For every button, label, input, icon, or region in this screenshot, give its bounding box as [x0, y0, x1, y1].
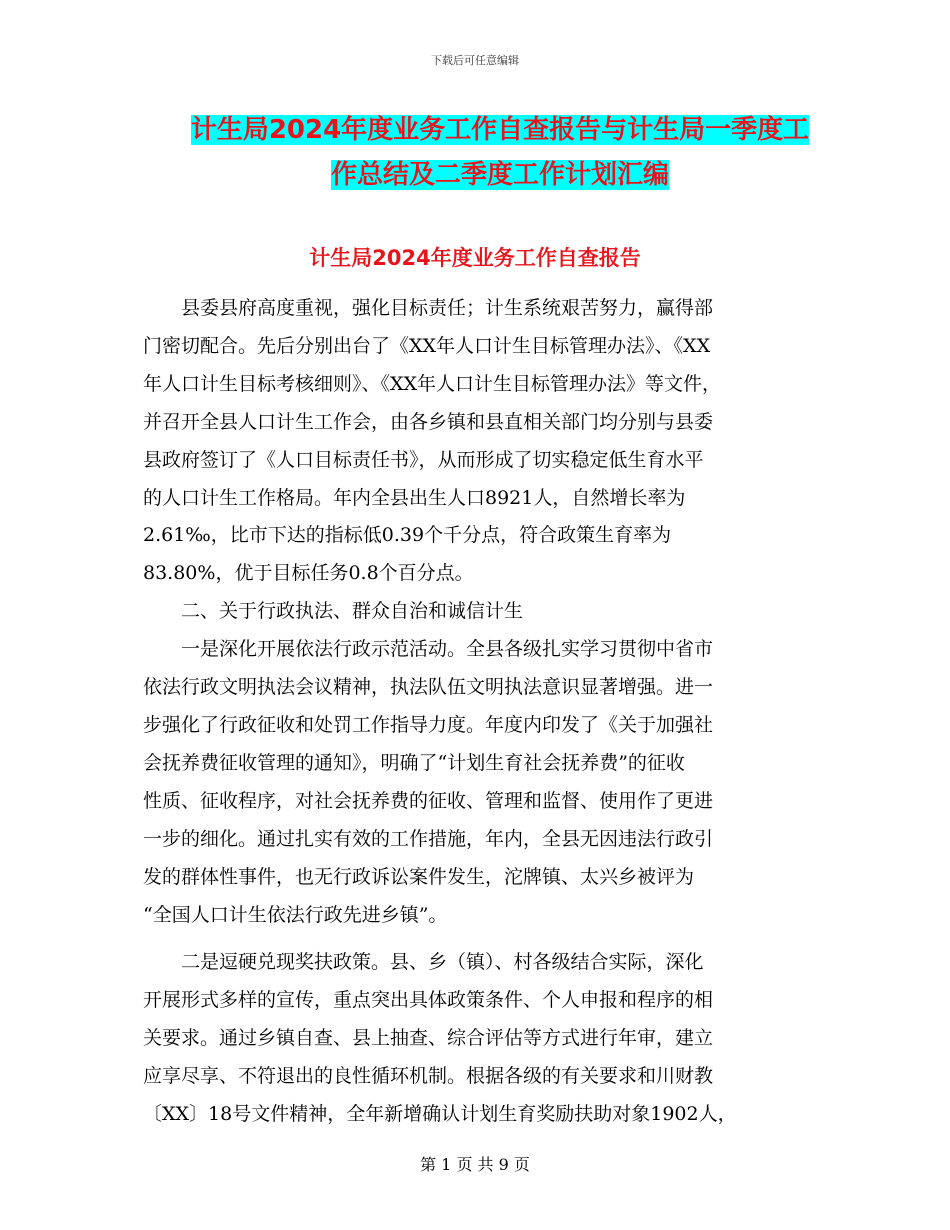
text-line: 一是深化开展依法行政示范活动。全县各级扎实学习贯彻中省市: [181, 638, 714, 661]
paragraph-3: [143, 631, 809, 934]
text-line: 门密切配合。先后分别出台了《XX年人口计生目标管理办法》、《XX: [143, 334, 711, 357]
text-line: 一步的细化。通过扎实有效的工作措施，年内，全县无因违法行政引: [143, 827, 714, 850]
text-line: 二、关于行政执法、群众自治和诚信计生: [181, 600, 524, 623]
page-footer: 第 1 页 共 9 页: [420, 1155, 530, 1174]
page-header-note: 下载后可任意编辑: [431, 54, 519, 67]
text-line: 〔XX〕18号文件精神，全年新增确认计划生育奖励扶助对象1902人，: [143, 1103, 737, 1126]
text-line: 应享尽享、不符退出的良性循环机制。根据各级的有关要求和川财教: [143, 1065, 714, 1088]
text-line: 的人口计生工作格局。年内全县出生人口8921人，自然增长率为: [143, 486, 686, 509]
text-line: 二是逗硬兑现奖扶政策。县、乡（镇）、村各级结合实际，深化: [181, 951, 704, 974]
text-line: 关要求。通过乡镇自查、县上抽查、综合评估等方式进行年审，建立: [143, 1027, 714, 1050]
text-line: 83.80%，优于目标任务0.8个百分点。: [143, 562, 474, 585]
text-line: 步强化了行政征收和处罚工作指导力度。年度内印发了《关于加强社: [143, 713, 714, 736]
text-line: 性质、征收程序，对社会抚养费的征收、管理和监督、使用作了更进: [143, 789, 714, 812]
document-title-line-1: 计生局2024年度业务工作自查报告与计生局一季度工: [190, 115, 810, 145]
text-line: 县政府签订了《人口目标责任书》，从而形成了切实稳定低生育水平: [143, 448, 704, 471]
document-title-line-2: 作总结及二季度工作计划汇编: [330, 160, 669, 190]
paragraph-4: [143, 944, 809, 1134]
section-title: 计生局2024年度业务工作自查报告: [309, 246, 641, 270]
text-line: 2.61‰，比市下达的指标低0.39个千分点，符合政策生育率为: [143, 524, 672, 547]
text-line: 发的群体性事件，也无行政诉讼案件发生，沱牌镇、太兴乡被评为: [143, 865, 695, 888]
text-line: 年人口计生目标考核细则》、《XX年人口计生目标管理办法》等文件，: [143, 372, 722, 395]
paragraph-1: [143, 290, 809, 593]
text-line: “全国人口计生依法行政先进乡镇”。: [143, 903, 448, 926]
body-text: [143, 290, 809, 1134]
text-line: 依法行政文明执法会议精神，执法队伍文明执法意识显著增强。进一: [143, 676, 714, 699]
text-line: 并召开全县人口计生工作会，由各乡镇和县直相关部门均分别与县委: [143, 410, 714, 433]
text-line: 县委县府高度重视，强化目标责任；计生系统艰苦努力，赢得部: [181, 297, 714, 319]
paragraph-2-heading: [143, 593, 809, 631]
text-line: 会抚养费征收管理的通知》，明确了“计划生育社会抚养费”的征收: [143, 751, 685, 774]
text-line: 开展形式多样的宣传，重点突出具体政策条件、个人申报和程序的相: [143, 989, 714, 1012]
